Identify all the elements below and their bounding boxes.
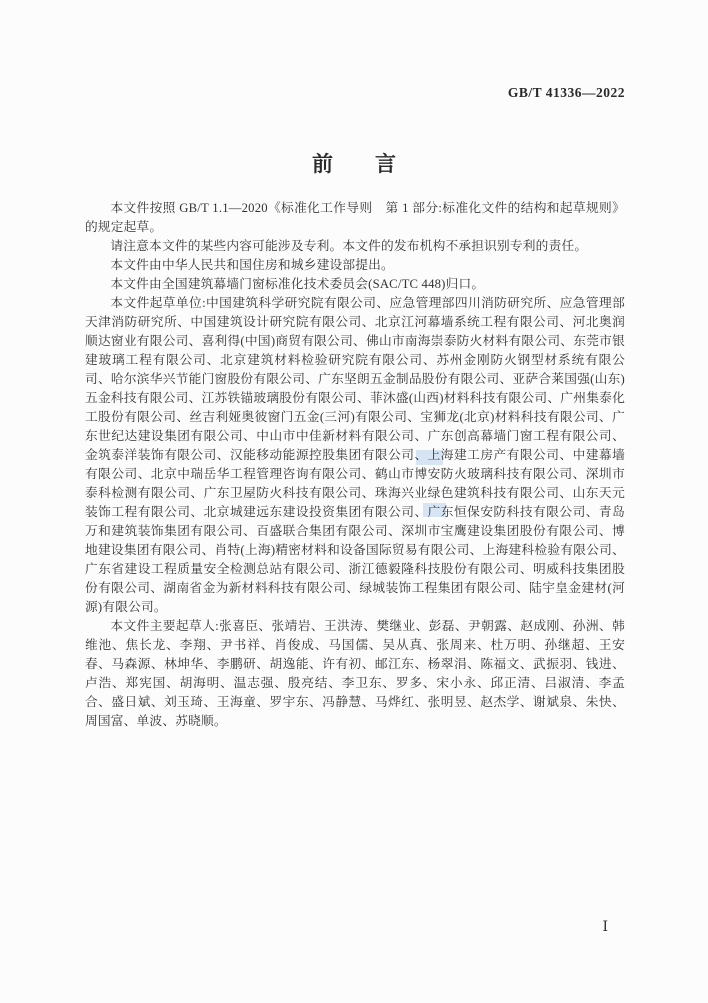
page-number: Ⅰ xyxy=(602,920,608,935)
paragraph-drafting-rule: 本文件按照 GB/T 1.1—2020《标准化工作导则 第 1 部分:标准化文件的结构和起草规则》的规定起草。 xyxy=(85,201,625,234)
paragraph-patent-notice: 请注意本文件的某些内容可能涉及专利。本文件的发布机构不承担识别专利的责任。 xyxy=(110,239,588,253)
standard-number: GB/T 41336—2022 xyxy=(507,85,625,100)
document-body xyxy=(85,199,625,731)
paragraph-chief-drafters: 本文件主要起草人:张喜臣、张靖岩、王洪涛、樊继业、彭磊、尹朝露、赵成刚、孙洲、韩维池、焦长龙、李翔、尹书祥、肖俊成、马国儒、吴从真、张周来、杜万明、孙继超、王安春、马森源、林坤华、李鹏研、胡逸能、许有初、邮江东、杨翠涓、陈福文、武振羽、钱进、卢浩、郑宪国、胡海明、温志强、殷亮结、李卫东、罗多、宋小永、邱正清、吕淑清、李孟合、盛日斌、刘玉琦、王海童、罗宇东、冯静慧、马烨红、张明昱、赵杰学、谢斌泉、朱快、周国富、单波、苏晓顺。 xyxy=(85,619,625,728)
paragraph-centralized-by: 本文件由全国建筑幕墙门窗标准化技术委员会(SAC/TC 448)归口。 xyxy=(110,277,485,291)
page-title: 前 言 xyxy=(312,152,396,176)
paragraph-proposed-by: 本文件由中华人民共和国住房和城乡建设部提出。 xyxy=(110,258,394,272)
paragraph-drafting-organizations: 本文件起草单位:中国建筑科学研究院有限公司、应急管理部四川消防研究所、应急管理部天津消防研究所、中国建筑设计研究院有限公司、北京江河幕墙系统工程有限公司、河北奥润顺达窗业有限公司、喜利得(中国)商贸有限公司、佛山市南海崇泰防火材料有限公司、东莞市银建玻璃工程有限公司、北京建筑材料检验研究院有限公司、苏州金刚防火钢型材系统有限公司、哈尔滨华兴节能门窗股份有限公司、广东坚朗五金制品股份有限公司、亚萨合莱国强(山东)五金科技有限公司、江苏铁锚玻璃股份有限公司、菲沐盛(山西)材料科技有限公司、广州集泰化工股份有限公司、丝吉利娅奥彼窗门五金(三河)有限公司、宝狮龙(北京)材料科技有限公司、广东世纪达建设集团有限公司、中山市中佳新材料有限公司、广东创高幕墙门窗工程有限公司、金筑泰洋装饰有限公司、汉能移动能源控股集团有限公司、上海建工房产有限公司、中建幕墙有限公司、北京中瑞岳华工程管理咨询有限公司、鹤山市博安防火玻璃科技有限公司、深圳市泰科检测有限公司、广东卫屋防火科技有限公司、珠海兴业绿色建筑科技有限公司、山东天元装饰工程有限公司、北京城建远东建设投资集团有限公司、广东恒保安防科技有限公司、青岛万和建筑装饰集团有限公司、百盛联合集团有限公司、深圳市宝鹰建设集团股份有限公司、博地建设集团有限公司、肖特(上海)精密材料和设备国际贸易有限公司、上海建科检验有限公司、广东省建设工程质量安全检测总站有限公司、浙江德毅隆科技股份有限公司、明威科技集团股份有限公司、湖南省金为新材料科技有限公司、绿城装饰工程集团有限公司、陆宇皇金建材(河源)有限公司。 xyxy=(85,296,625,614)
